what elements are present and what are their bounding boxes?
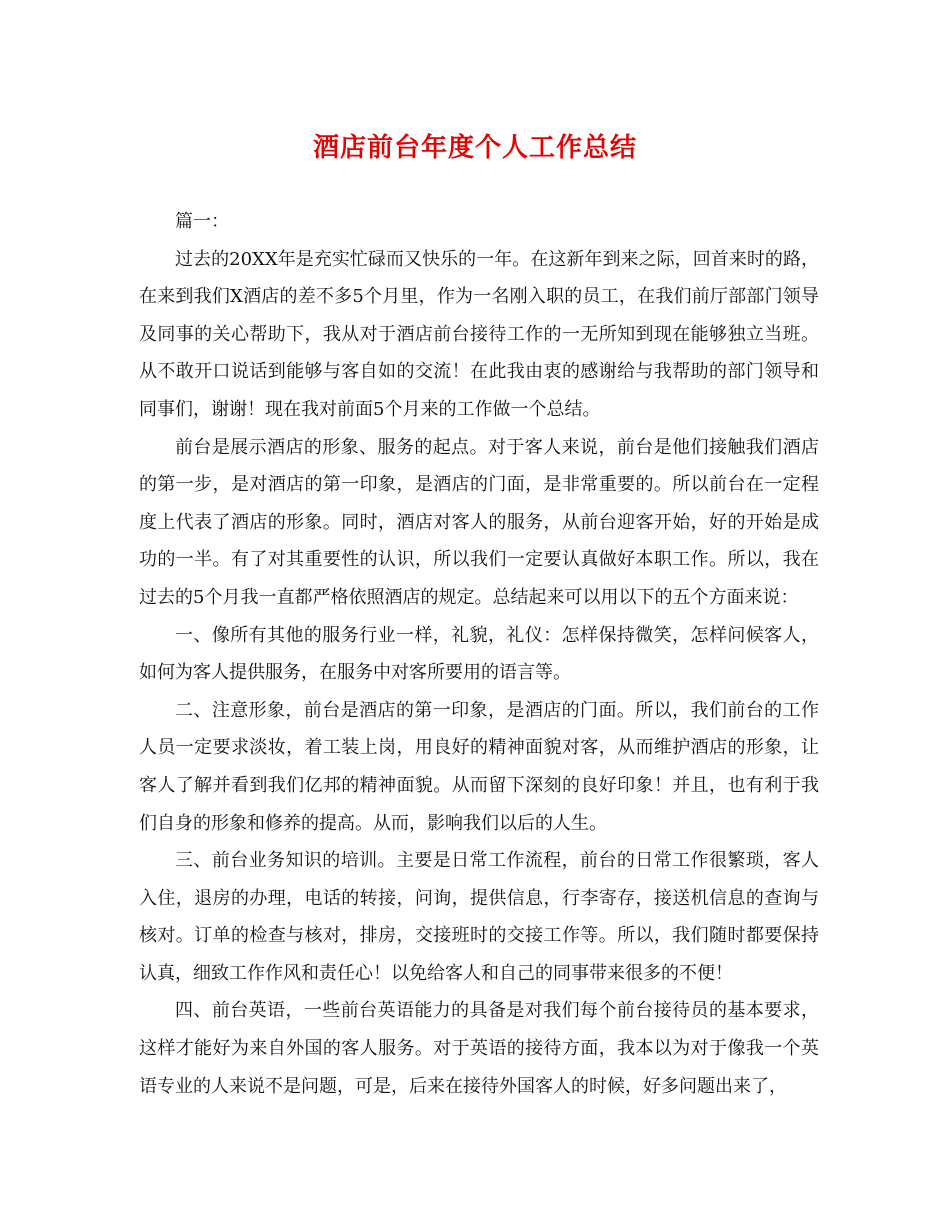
paragraph: 三、前台业务知识的培训。主要是日常工作流程，前台的日常工作很繁琐，客人入住，退房的办理，电话的转接，问询，提供信息，行李寄存，接送机信息的查询与核对。订单的检查与核对，排房，交接班时的交接工作等。所以，我们随时都要保持认真，细致工作作风和责任心！以免给客人和自己的同事带来很多的不便！ bbox=[139, 850, 819, 984]
document-title: 酒店前台年度个人工作总结 bbox=[312, 133, 637, 163]
paragraph: 前台是展示酒店的形象、服务的起点。对于客人来说，前台是他们接触我们酒店的第一步，是对酒店的第一印象，是酒店的门面，是非常重要的。所以前台在一定程度上代表了酒店的形象。同时，酒店对客人的服务，从前台迎客开始，好的开始是成功的一半。有了对其重要性的认识，所以我们一定要认真做好本职工作。所以，我在过去的5个月我一直都严格依照酒店的规定。总结起来可以用以下的五个方面来说： bbox=[139, 436, 819, 608]
paragraph: 一、像所有其他的服务行业一样，礼貌，礼仪：怎样保持微笑，怎样问候客人，如何为客人提供服务，在服务中对客所要用的语言等。 bbox=[139, 624, 819, 684]
paragraph: 四、前台英语，一些前台英语能力的具备是对我们每个前台接待员的基本要求，这样才能好为来自外国的客人服务。对于英语的接待方面，我本以为对于像我一个英语专业的人来说不是问题，可是，后来在接待外国客人的时候，好多问题出来了， bbox=[139, 1000, 819, 1097]
paragraph: 二、注意形象，前台是酒店的第一印象，是酒店的门面。所以，我们前台的工作人员一定要求淡妆，着工装上岗，用良好的精神面貌对客，从而维护酒店的形象，让客人了解并看到我们亿邦的精神面貌。从而留下深刻的良好印象！并且，也有利于我们自身的形象和修养的提高。从而，影响我们以后的人生。 bbox=[139, 699, 819, 834]
document-body bbox=[139, 203, 819, 1105]
paragraph: 过去的20XX年是充实忙碌而又快乐的一年。在这新年到来之际，回首来时的路，在来到我们X酒店的差不多5个月里，作为一名刚入职的员工，在我们前厅部部门领导及同事的关心帮助下，我从对于酒店前台接待工作的一无所知到现在能够独立当班。从不敢开口说话到能够与客自如的交流！在此我由衷的感谢给与我帮助的部门领导和同事们，谢谢！现在我对前面5个月来的工作做一个总结。 bbox=[139, 248, 819, 420]
section-label: 篇一： bbox=[175, 211, 229, 232]
